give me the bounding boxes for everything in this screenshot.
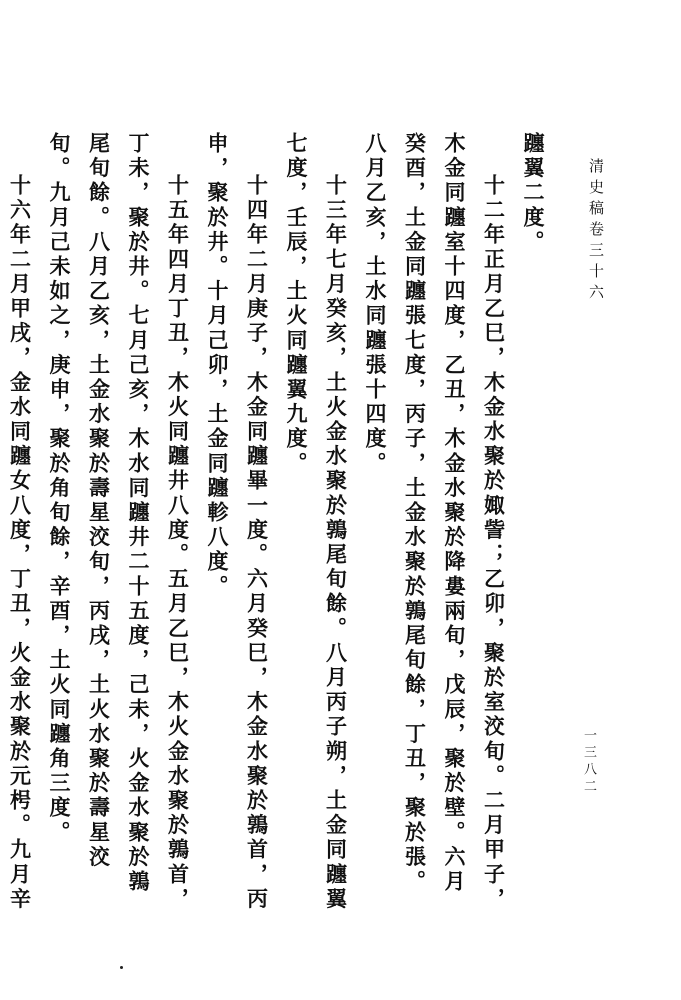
page-number: 一三八二 — [581, 728, 596, 796]
paragraph: 十三年七月癸亥，土火金水聚於鶉尾旬餘。八月丙子朔，土金同躔翼七度，壬辰，土火同躔翼九度。 — [284, 132, 349, 912]
body-text — [0, 132, 553, 912]
running-title: 清史稿卷三十六 — [587, 158, 605, 305]
ink-speck — [120, 966, 123, 969]
paragraph: 十五年四月丁丑，木火同躔井八度。五月乙巳，木火金水聚於鶉首，丁未，聚於井。七月己亥，木水同躔井二十五度，己未，火金水聚於鶉尾旬餘。八月乙亥，土金水聚於壽星洨旬，丙戌，土火水聚於壽星洨旬。九月己未如之，庚申，聚於角旬餘，辛酉，土火同躔角三度。 — [47, 132, 191, 912]
paragraph: 躔翼二度。 — [521, 132, 546, 255]
paragraph: 十二年正月乙巳，木金水聚於娵訾；乙卯，聚於室洨旬。二月甲子，木金同躔室十四度，乙丑，木金水聚於降婁兩旬，戊辰，聚於壁。六月癸酉，土金同躔張七度，丙子，土金水聚於鶉尾旬餘，丁丑，聚於張。八月乙亥，土水同躔張十四度。 — [363, 132, 507, 912]
paragraph: 十六年二月甲戌，金水同躔女八度，丁丑，火金水聚於元枵。九月辛 — [7, 174, 33, 912]
paragraph: 十四年二月庚子，木金同躔畢一度。六月癸巳，木金水聚於鶉首，丙申，聚於井。十月己卯，土金同躔軫八度。 — [205, 132, 270, 912]
